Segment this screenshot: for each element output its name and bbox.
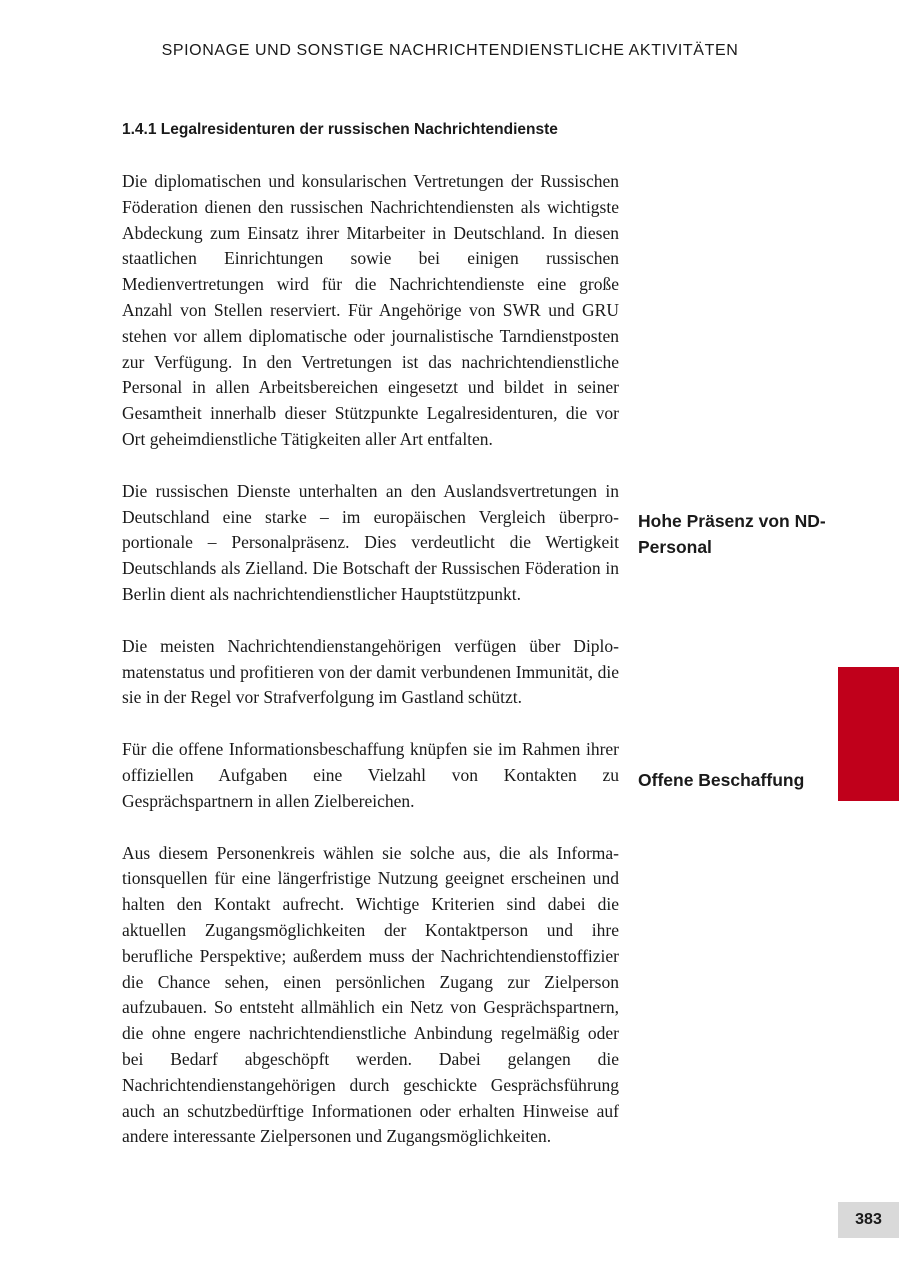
paragraph-4: Für die offene Informationsbeschaffung knüpfen sie im Rahmen ihrer offiziellen Aufgaben eine Vielzahl von Kontakten zu Gesprächspartnern in allen Zielbereichen. [122,739,619,811]
running-header: SPIONAGE UND SONSTIGE NACHRICHTENDIENSTLICHE AKTIVITÄTEN [161,42,739,59]
paragraph-5: Aus diesem Personenkreis wählen sie solche aus, die als Informationsquellen für eine längerfristige Nutzung geeignet erscheinen und halten den Kontakt aufrecht. Wichtige Kriterien sind dabei die aktuellen Zugangsmöglichkeiten der Kontaktperson und ihre berufliche Perspektive; außerdem muss der Nachrichtendienstoffizier die Chance sehen, einen persönlichen Zugang zur Zielperson aufzubauen. So entsteht allmählich ein Netz von Gesprächspartnern, die ohne engere nachrichtendienstliche Anbindung regelmäßig oder bei Bedarf abgeschöpft werden. Dabei gelangen die Nachrichtendienstangehörigen durch geschickte Gesprächsführung auch an schutzbedürftige Informationen oder erhalten Hinweise auf andere interessante Zielpersonen und Zugangsmöglichkeiten. [122,842,619,1147]
paragraph-2: Die russischen Dienste unterhalten an den Auslandsvertretungen in Deutschland eine starke – im europäischen Vergleich überproportionale – Personalpräsenz. Dies verdeutlicht die Wertigkeit Deutschlands als Zielland. Die Botschaft der Russischen Föderation in Berlin dient als nachrichtendienstlicher Hauptstützpunkt. [122,480,619,604]
page-number: 383 [838,1202,899,1238]
chapter-tab-marker [838,667,899,801]
margin-note-open-procurement: Offene Beschaffung [638,770,805,790]
margin-note-presence: Hohe Präsenz von ND-Personal [638,511,826,557]
body-text [122,169,619,1176]
paragraph-3: Die meisten Nachrichtendienstangehörigen verfügen über Diplomatenstatus und profitieren von der damit verbundenen Immunität, die sie in der Regel vor Strafverfolgung im Gastland schützt. [122,635,619,708]
paragraph-1: Die diplomatischen und konsularischen Vertretungen der Russischen Föderation dienen den russischen Nachrichtendiensten als wichtigste Abdeckung zum Einsatz ihrer Mitarbeiter in Deutschland. In diesen staatlichen Einrichtungen sowie bei einigen russischen Medienvertretungen wird für die Nachrichtendienste eine große Anzahl von Stellen reserviert. Für Angehörige von SWR und GRU stehen vor allem diplomatische oder journalistische Tarndienstposten zur Verfügung. In den Vertretungen ist das nachrichtendienstliche Personal in allen Arbeitsbereichen eingesetzt und bildet in seiner Gesamtheit innerhalb dieser Stützpunkte Legalresidenturen, die vor Ort geheimdienstliche Tätigkeiten aller Art entfalten. [122,171,619,449]
section-heading: 1.4.1 Legalresidenturen der russischen Nachrichtendienste [122,121,558,138]
